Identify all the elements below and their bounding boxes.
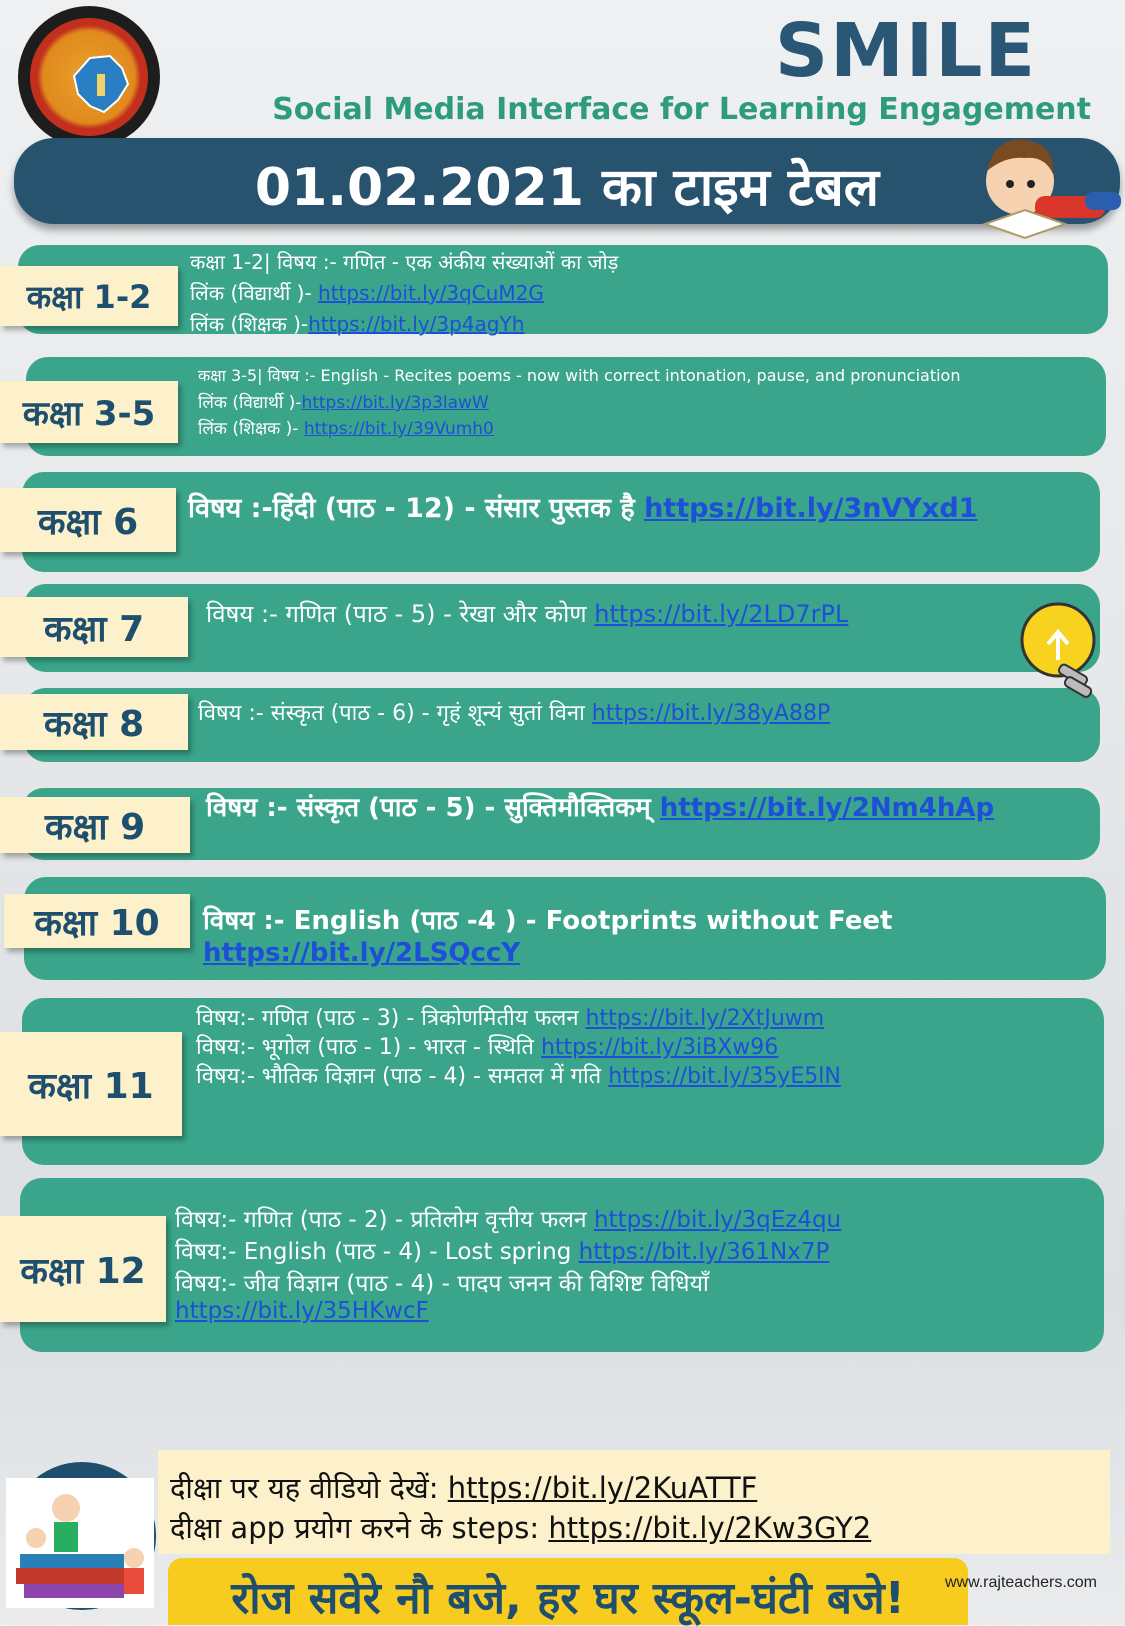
class-12-link-2[interactable]: https://bit.ly/361Nx7P	[578, 1239, 830, 1265]
class-8-link[interactable]: https://bit.ly/38yA88P	[591, 701, 831, 726]
slogan-banner	[168, 1558, 968, 1625]
class-3-5-tag: कक्षा 3-5	[0, 381, 178, 443]
slogan-text: रोज सवेरे नौ बजे, हर घर स्कूल-घंटी बजे!	[231, 1573, 905, 1624]
diksha-steps-link[interactable]: https://bit.ly/2Kw3GY2	[548, 1511, 872, 1545]
diksha-steps-line: दीक्षा app प्रयोग करने के steps: https://bit.ly/2Kw3GY2	[170, 1511, 872, 1545]
class-11-link-1[interactable]: https://bit.ly/2XtJuwm	[585, 1006, 825, 1031]
page-title: SMILE	[774, 8, 1037, 94]
class-9-subject-line: विषय :- संस्कृत (पाठ - 5) - सुक्तिमौक्तिकम् https://bit.ly/2Nm4hAp	[206, 793, 995, 823]
class-11-tag: कक्षा 11	[0, 1032, 182, 1136]
diksha-video-line: दीक्षा पर यह वीडियो देखें: https://bit.ly/2KuATTF	[170, 1471, 758, 1505]
class-3-5-teacher-link[interactable]: https://bit.ly/39Vumh0	[303, 419, 494, 439]
class-10-tag: कक्षा 10	[4, 894, 190, 948]
reading-kid-illustration	[965, 126, 1125, 251]
diksha-video-link[interactable]: https://bit.ly/2KuATTF	[447, 1471, 758, 1505]
class-1-2-student-link[interactable]: https://bit.ly/3qCuM2G	[318, 281, 544, 305]
page-subtitle: Social Media Interface for Learning Engagement	[272, 92, 1091, 127]
emblem-logo	[18, 6, 160, 148]
class-1-2-teacher-link-line: लिंक (शिक्षक )-https://bit.ly/3p4agYh	[190, 312, 525, 336]
class-7-link[interactable]: https://bit.ly/2LD7rPL	[594, 600, 849, 628]
date-banner	[14, 138, 1120, 224]
class-11-subject-1: विषय:- गणित (पाठ - 3) - त्रिकोणमितीय फलन https://bit.ly/2XtJuwm	[196, 1006, 825, 1031]
class-10-subject: विषय :- English (पाठ -4 ) - Footprints without Feet	[203, 906, 893, 936]
class-11-link-2[interactable]: https://bit.ly/3iBXw96	[540, 1035, 779, 1060]
class-9-link[interactable]: https://bit.ly/2Nm4hAp	[659, 793, 995, 823]
class-7-subject-line: विषय :- गणित (पाठ - 5) - रेखा और कोण https://bit.ly/2LD7rPL	[206, 600, 849, 628]
class-11-link-3[interactable]: https://bit.ly/35yE5lN	[608, 1064, 841, 1089]
class-9-tag: कक्षा 9	[0, 797, 190, 853]
class-6-subject-line: विषय :-हिंदी (पाठ - 12) - संसार पुस्तक है https://bit.ly/3nVYxd1	[188, 493, 978, 524]
rajasthan-map-icon	[70, 54, 132, 116]
class-10-link[interactable]: https://bit.ly/2LSQccY	[203, 938, 521, 968]
class-1-2-teacher-link[interactable]: https://bit.ly/3p4agYh	[308, 312, 525, 336]
class-1-2-student-link-line: लिंक (विद्यार्थी )- https://bit.ly/3qCuM2G	[190, 281, 544, 305]
class-12-link-3[interactable]: https://bit.ly/35HKwcF	[175, 1298, 429, 1324]
class-3-5-student-link[interactable]: https://bit.ly/3p3lawW	[301, 393, 489, 413]
class-3-5-subject: कक्षा 3-5| विषय :- English - Recites poems - now with correct intonation, pause, and pronunciation	[198, 366, 961, 385]
class-12-link-1[interactable]: https://bit.ly/3qEz4qu	[593, 1207, 842, 1233]
class-1-2-subject: कक्षा 1-2| विषय :- गणित - एक अंकीय संख्याओं का जोड़	[190, 250, 619, 274]
class-10-link-line	[203, 938, 520, 968]
banner-title: 01.02.2021 का टाइम टेबल	[254, 158, 880, 218]
class-6-tag: कक्षा 6	[0, 488, 176, 552]
class-12-subject-3: विषय:- जीव विज्ञान (पाठ - 4) - पादप जनन की विशिष्ट विधियाँ	[175, 1271, 709, 1297]
class-3-5-teacher-link-line: लिंक (शिक्षक )- https://bit.ly/39Vumh0	[198, 419, 494, 439]
class-11-subject-3: विषय:- भौतिक विज्ञान (पाठ - 4) - समतल में गति https://bit.ly/35yE5lN	[196, 1064, 841, 1089]
class-11-subject-2: विषय:- भूगोल (पाठ - 1) - भारत - स्थिति https://bit.ly/3iBXw96	[196, 1035, 779, 1060]
kids-books-illustration	[6, 1478, 154, 1608]
class-8-subject-line: विषय :- संस्कृत (पाठ - 6) - गृहं शून्यं सुतां विना https://bit.ly/38yA88P	[198, 701, 831, 726]
class-7-tag: कक्षा 7	[0, 597, 188, 657]
class-6-link[interactable]: https://bit.ly/3nVYxd1	[644, 493, 978, 524]
class-3-5-student-link-line: लिंक (विद्यार्थी )-https://bit.ly/3p3lawW	[198, 393, 489, 413]
class-12-subject-1: विषय:- गणित (पाठ - 2) - प्रतिलोम वृत्तीय फलन https://bit.ly/3qEz4qu	[175, 1207, 842, 1233]
class-12-tag: कक्षा 12	[0, 1216, 166, 1322]
class-1-2-tag: कक्षा 1-2	[0, 266, 178, 326]
class-8-tag: कक्षा 8	[0, 694, 188, 750]
website-credit[interactable]: www.rajteachers.com	[944, 1574, 1097, 1591]
class-12-subject-2: विषय:- English (पाठ - 4) - Lost spring https://bit.ly/361Nx7P	[175, 1239, 830, 1265]
lightbulb-icon	[1018, 600, 1102, 710]
class-12-link-line	[175, 1298, 429, 1324]
